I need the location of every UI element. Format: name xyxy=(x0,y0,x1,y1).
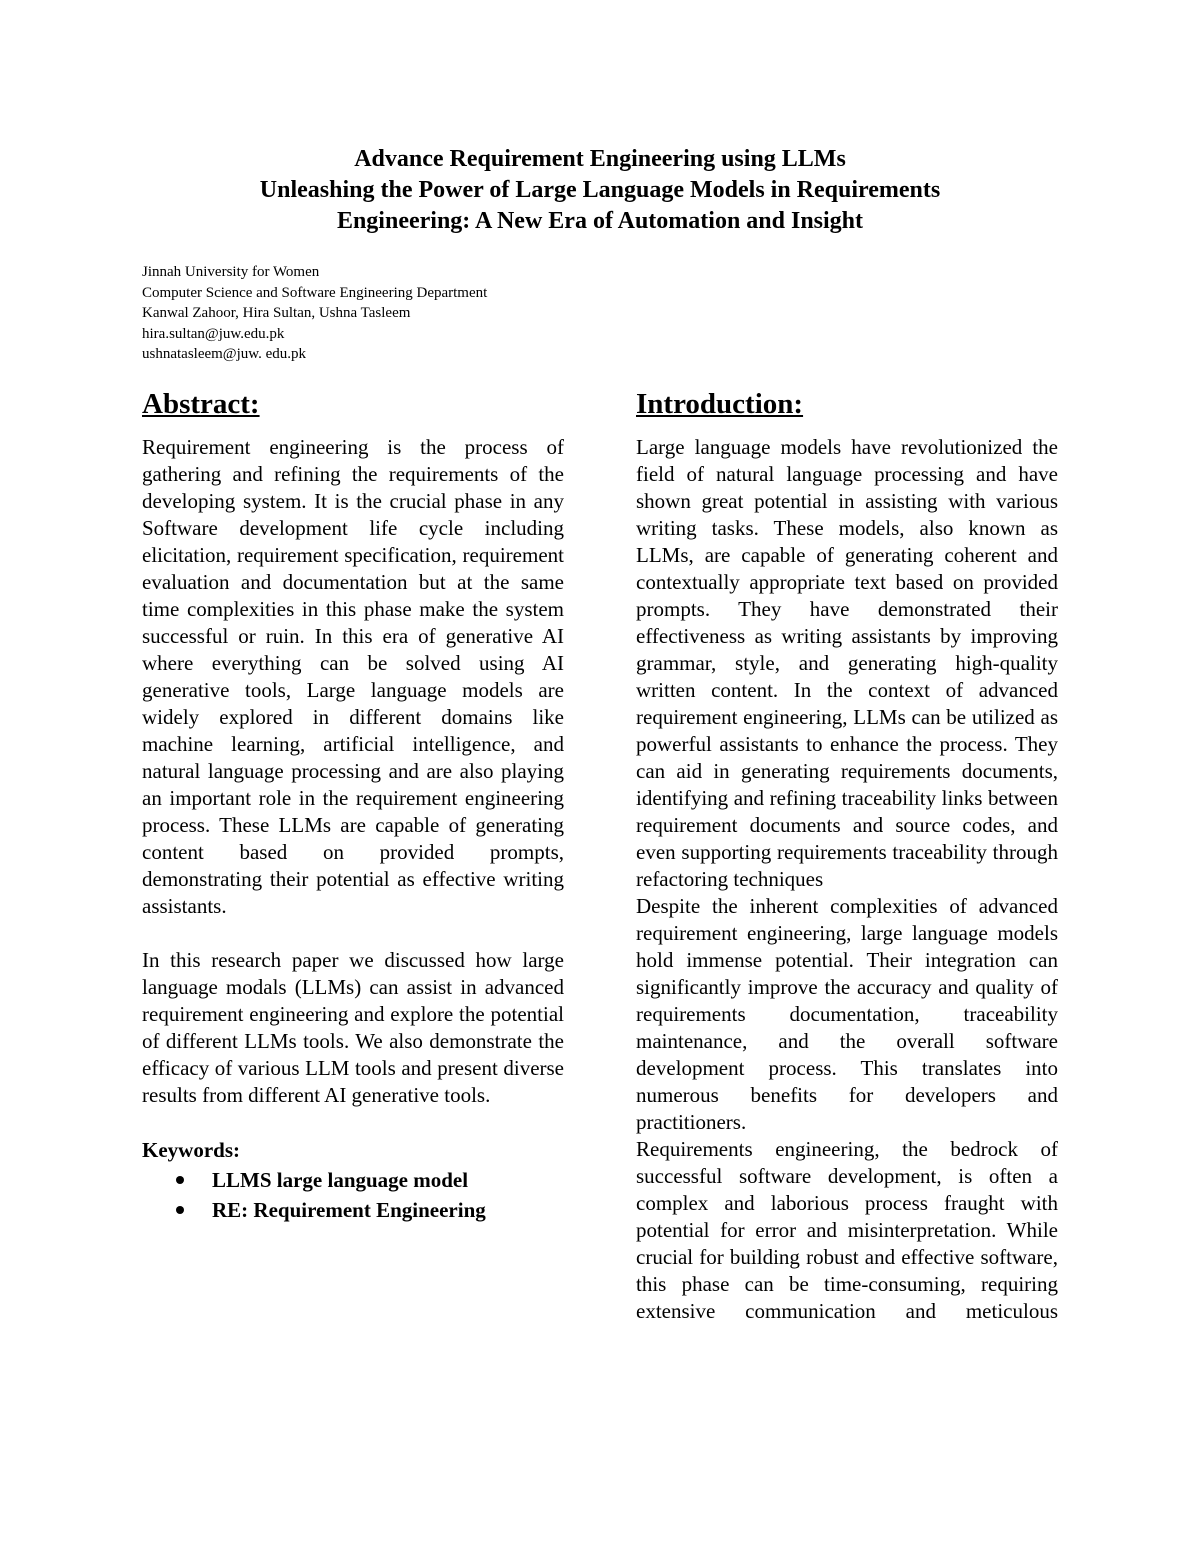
keyword-text: LLMS large language model xyxy=(212,1168,469,1192)
bullet-icon xyxy=(176,1176,184,1184)
keywords-heading: Keywords: xyxy=(142,1138,240,1162)
paper-title xyxy=(0,144,1200,237)
introduction-paragraph-2: Despite the inherent complexities of advanced requirement engineering, large language models hold immense potential. Their integration can significantly improve the accuracy and quality of requirements documentation, traceability maintenance, and the overall software development process. This translates into numerous benefits for developers and practitioners. xyxy=(636,894,1058,1134)
university-name: Jinnah University for Women xyxy=(142,264,320,280)
left-column xyxy=(142,386,564,1225)
title-line-2: Unleashing the Power of Large Language Models in Requirements xyxy=(259,177,941,203)
introduction-paragraph-3: Requirements engineering, the bedrock of successful software development, is often a complex and laborious process fraught with potential for error and misinterpretation. While crucial for building robust and effective software, this phase can be time-consuming, requiring extensive communication and meticulous xyxy=(636,1137,1058,1323)
introduction-paragraph-1: Large language models have revolutionized the field of natural language processing and have shown great potential in assisting with various writing tasks. These models, also known as LLMs, are capable of generating coherent and contextually appropriate text based on provided prompts. They have demonstrated their effectiveness as writing assistants by improving grammar, style, and generating high-quality written content. In the context of advanced requirement engineering, LLMs can be utilized as powerful assistants to enhance the process. They can aid in generating requirements documents, identifying and refining traceability links between requirement documents and source codes, and even supporting requirements traceability through refactoring techniques xyxy=(636,435,1058,891)
abstract-paragraph-1: Requirement engineering is the process of gathering and refining the requirements of the developing system. It is the crucial phase in any Software development life cycle including elicitation, requirement specification, requirement evaluation and documentation but at the same time complexities in this phase make the system successful or ruin. In this era of generative AI where everything can be solved using AI generative tools, Large language models are widely explored in different domains like machine learning, artificial intelligence, and natural language processing and are also playing an important role in the requirement engineering process. These LLMs are capable of generating content based on provided prompts, demonstrating their potential as effective writing assistants. xyxy=(142,435,564,918)
keyword-item xyxy=(142,1195,564,1225)
introduction-heading: Introduction: xyxy=(636,388,804,420)
author-email-1: hira.sultan@juw.edu.pk xyxy=(142,325,285,342)
keywords-list xyxy=(142,1165,564,1225)
affiliation-block xyxy=(142,262,487,365)
title-line-1: Advance Requirement Engineering using LLMs xyxy=(354,146,846,172)
department-name: Computer Science and Software Engineering Department xyxy=(142,284,488,301)
keyword-text: RE: Requirement Engineering xyxy=(212,1198,486,1222)
abstract-heading: Abstract: xyxy=(142,388,260,420)
right-column xyxy=(636,386,1058,1325)
abstract-paragraph-2: In this research paper we discussed how large language modals (LLMs) can assist in advanced requirement engineering and explore the potential of different LLMs tools. We also demonstrate the efficacy of various LLM tools and present diverse results from different AI generative tools. xyxy=(142,948,564,1107)
bullet-icon xyxy=(176,1206,184,1214)
author-names: Kanwal Zahoor, Hira Sultan, Ushna Tasleem xyxy=(142,305,411,322)
title-line-3: Engineering: A New Era of Automation and Insight xyxy=(336,208,864,234)
keyword-item xyxy=(142,1165,564,1195)
paragraph-gap xyxy=(142,920,564,947)
author-email-2: ushnatasleem@juw. edu.pk xyxy=(142,346,307,363)
